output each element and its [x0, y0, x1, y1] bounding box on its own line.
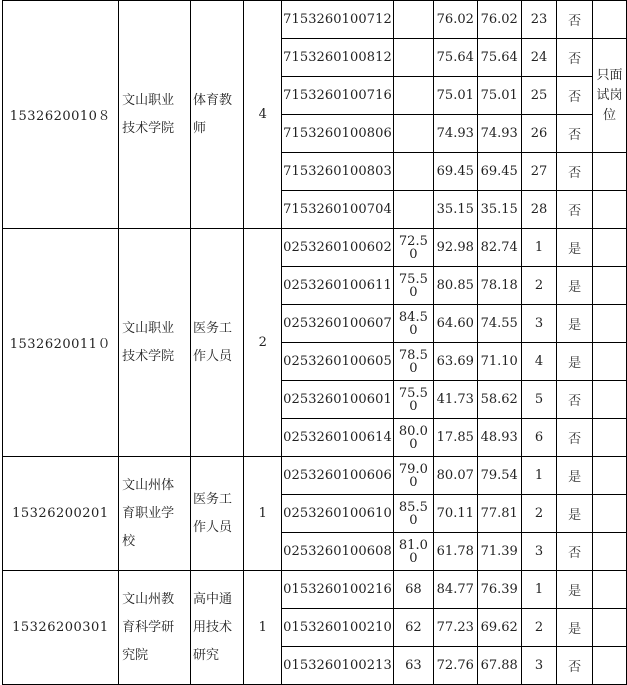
ticket-number-cell: 7153260100806	[282, 115, 394, 153]
total-score-cell: 71.39	[477, 533, 521, 571]
rank-cell: 3	[521, 305, 557, 343]
interview-score-cell: 80.85	[433, 267, 477, 305]
note-cell-blank	[592, 647, 626, 685]
pass-status-cell: 否	[557, 533, 593, 571]
note-cell-blank	[592, 419, 626, 457]
note-cell	[592, 39, 626, 153]
score-table-body	[3, 1, 627, 685]
ticket-number-cell: 0253260100614	[282, 419, 394, 457]
total-score-cell: 78.18	[477, 267, 521, 305]
ticket-number-cell: 7153260100716	[282, 77, 394, 115]
total-score-cell: 82.74	[477, 229, 521, 267]
written-score-cell	[393, 571, 433, 609]
hire-count-cell: 1	[244, 571, 282, 685]
interview-score-cell: 17.85	[433, 419, 477, 457]
rank-cell: 27	[521, 153, 557, 191]
interview-score-cell: 63.69	[433, 343, 477, 381]
interview-score-cell: 74.93	[433, 115, 477, 153]
written-score-cell-text: 75.50	[398, 271, 428, 300]
pass-status-cell: 否	[557, 381, 593, 419]
total-score-cell: 67.88	[477, 647, 521, 685]
ticket-number-cell: 0153260100210	[282, 609, 394, 647]
job-title-cell-text: 体育教师	[193, 92, 233, 136]
written-score-cell	[393, 305, 433, 343]
rank-cell: 5	[521, 381, 557, 419]
note-cell-blank	[592, 267, 626, 305]
written-score-cell	[393, 229, 433, 267]
pass-status-cell: 是	[557, 457, 593, 495]
hire-count-cell: 1	[244, 457, 282, 571]
rank-cell: 2	[521, 609, 557, 647]
total-score-cell: 48.93	[477, 419, 521, 457]
interview-score-cell: 69.45	[433, 153, 477, 191]
job-title-cell	[190, 1, 244, 229]
interview-score-cell: 35.15	[433, 191, 477, 229]
pass-status-cell: 是	[557, 571, 593, 609]
position-code-cell: 1532620011０	[3, 229, 119, 457]
note-cell-blank	[592, 191, 626, 229]
pass-status-cell: 否	[557, 115, 593, 153]
interview-score-cell: 77.23	[433, 609, 477, 647]
interview-score-cell: 75.64	[433, 39, 477, 77]
total-score-cell: 69.62	[477, 609, 521, 647]
employer-unit-cell	[118, 457, 190, 571]
note-cell-blank	[592, 609, 626, 647]
hire-count-cell: 2	[244, 229, 282, 457]
employer-unit-cell-text: 文山职业技术学院	[122, 92, 175, 136]
ticket-number-cell: 0253260100602	[282, 229, 394, 267]
written-score-cell	[393, 153, 433, 191]
ticket-number-cell: 0253260100606	[282, 457, 394, 495]
interview-score-cell: 61.78	[433, 533, 477, 571]
pass-status-cell: 是	[557, 267, 593, 305]
job-title-cell-text: 高中通用技术研究	[193, 591, 233, 663]
ticket-number-cell: 0253260100608	[282, 533, 394, 571]
total-score-cell: 35.15	[477, 191, 521, 229]
written-score-cell-text: 75.50	[398, 385, 428, 414]
table-row	[3, 229, 627, 267]
note-cell-blank	[592, 457, 626, 495]
note-cell-blank	[592, 343, 626, 381]
pass-status-cell: 是	[557, 305, 593, 343]
interview-score-cell: 84.77	[433, 571, 477, 609]
total-score-cell: 75.64	[477, 39, 521, 77]
pass-status-cell: 否	[557, 39, 593, 77]
total-score-cell: 74.55	[477, 305, 521, 343]
employer-unit-cell	[118, 1, 190, 229]
total-score-cell: 79.54	[477, 457, 521, 495]
employer-unit-cell-text: 文山职业技术学院	[122, 320, 175, 364]
rank-cell: 3	[521, 647, 557, 685]
interview-score-cell: 41.73	[433, 381, 477, 419]
ticket-number-cell: 0153260100216	[282, 571, 394, 609]
employer-unit-cell	[118, 571, 190, 685]
job-title-cell	[190, 571, 244, 685]
interview-score-cell: 64.60	[433, 305, 477, 343]
job-title-cell	[190, 229, 244, 457]
note-cell-blank	[592, 381, 626, 419]
pass-status-cell: 否	[557, 77, 593, 115]
note-cell-blank	[592, 229, 626, 267]
total-score-cell: 75.01	[477, 77, 521, 115]
pass-status-cell: 否	[557, 153, 593, 191]
written-score-cell	[393, 381, 433, 419]
total-score-cell: 76.39	[477, 571, 521, 609]
rank-cell: 24	[521, 39, 557, 77]
rank-cell: 23	[521, 1, 557, 39]
interview-score-cell: 72.76	[433, 647, 477, 685]
pass-status-cell: 否	[557, 191, 593, 229]
rank-cell: 1	[521, 229, 557, 267]
job-title-cell-text: 医务工作人员	[193, 491, 233, 535]
rank-cell: 25	[521, 77, 557, 115]
total-score-cell: 69.45	[477, 153, 521, 191]
rank-cell: 28	[521, 191, 557, 229]
position-code-cell: 15326200201	[3, 457, 119, 571]
written-score-cell	[393, 115, 433, 153]
ticket-number-cell: 7153260100712	[282, 1, 394, 39]
position-code-cell: 1532620010８	[3, 1, 119, 229]
interview-score-cell: 92.98	[433, 229, 477, 267]
note-cell-blank	[592, 495, 626, 533]
ticket-number-cell: 0253260100610	[282, 495, 394, 533]
score-table	[2, 0, 627, 685]
pass-status-cell: 是	[557, 343, 593, 381]
written-score-cell-text: 85.50	[398, 499, 428, 528]
written-score-cell-text: 63	[405, 658, 422, 673]
written-score-cell	[393, 77, 433, 115]
ticket-number-cell: 7153260100704	[282, 191, 394, 229]
rank-cell: 1	[521, 457, 557, 495]
total-score-cell: 76.02	[477, 1, 521, 39]
rank-cell: 1	[521, 571, 557, 609]
table-row	[3, 571, 627, 609]
note-cell-blank	[592, 533, 626, 571]
written-score-cell-text: 80.00	[398, 423, 428, 452]
total-score-cell: 77.81	[477, 495, 521, 533]
written-score-cell	[393, 419, 433, 457]
pass-status-cell: 否	[557, 1, 593, 39]
job-title-cell-text: 医务工作人员	[193, 320, 233, 364]
note-cell-blank	[592, 305, 626, 343]
written-score-cell	[393, 495, 433, 533]
ticket-number-cell: 0253260100607	[282, 305, 394, 343]
written-score-cell-text: 68	[405, 582, 422, 597]
table-row	[3, 457, 627, 495]
interview-score-cell: 76.02	[433, 1, 477, 39]
written-score-cell	[393, 647, 433, 685]
note-cell-blank	[592, 1, 626, 39]
employer-unit-cell	[118, 229, 190, 457]
ticket-number-cell: 7153260100812	[282, 39, 394, 77]
pass-status-cell: 否	[557, 647, 593, 685]
pass-status-cell: 是	[557, 609, 593, 647]
written-score-cell-text: 81.00	[398, 537, 428, 566]
rank-cell: 6	[521, 419, 557, 457]
pass-status-cell: 否	[557, 419, 593, 457]
total-score-cell: 71.10	[477, 343, 521, 381]
written-score-cell-text: 78.50	[398, 347, 428, 376]
interview-score-cell: 75.01	[433, 77, 477, 115]
written-score-cell	[393, 267, 433, 305]
pass-status-cell: 是	[557, 495, 593, 533]
rank-cell: 2	[521, 495, 557, 533]
interview-score-cell: 80.07	[433, 457, 477, 495]
ticket-number-cell: 0253260100611	[282, 267, 394, 305]
interview-score-cell: 70.11	[433, 495, 477, 533]
table-row	[3, 1, 627, 39]
rank-cell: 4	[521, 343, 557, 381]
written-score-cell-text: 84.50	[398, 309, 428, 338]
note-cell-blank	[592, 153, 626, 191]
written-score-cell	[393, 191, 433, 229]
written-score-cell	[393, 457, 433, 495]
ticket-number-cell: 0153260100213	[282, 647, 394, 685]
written-score-cell	[393, 343, 433, 381]
ticket-number-cell: 0253260100605	[282, 343, 394, 381]
job-title-cell	[190, 457, 244, 571]
ticket-number-cell: 0253260100601	[282, 381, 394, 419]
note-cell-blank	[592, 571, 626, 609]
employer-unit-cell-text: 文山州教育科学研究院	[122, 591, 175, 663]
ticket-number-cell: 7153260100803	[282, 153, 394, 191]
total-score-cell: 74.93	[477, 115, 521, 153]
position-code-cell: 15326200301	[3, 571, 119, 685]
pass-status-cell: 是	[557, 229, 593, 267]
written-score-cell	[393, 39, 433, 77]
written-score-cell	[393, 609, 433, 647]
rank-cell: 2	[521, 267, 557, 305]
written-score-cell-text: 72.50	[398, 233, 428, 262]
written-score-cell-text: 62	[405, 620, 422, 635]
note-cell-text: 只面试岗位	[596, 67, 623, 123]
rank-cell: 3	[521, 533, 557, 571]
total-score-cell: 58.62	[477, 381, 521, 419]
written-score-cell	[393, 533, 433, 571]
rank-cell: 26	[521, 115, 557, 153]
employer-unit-cell-text: 文山州体育职业学校	[122, 477, 175, 549]
written-score-cell	[393, 1, 433, 39]
hire-count-cell: 4	[244, 1, 282, 229]
written-score-cell-text: 79.00	[398, 461, 428, 490]
